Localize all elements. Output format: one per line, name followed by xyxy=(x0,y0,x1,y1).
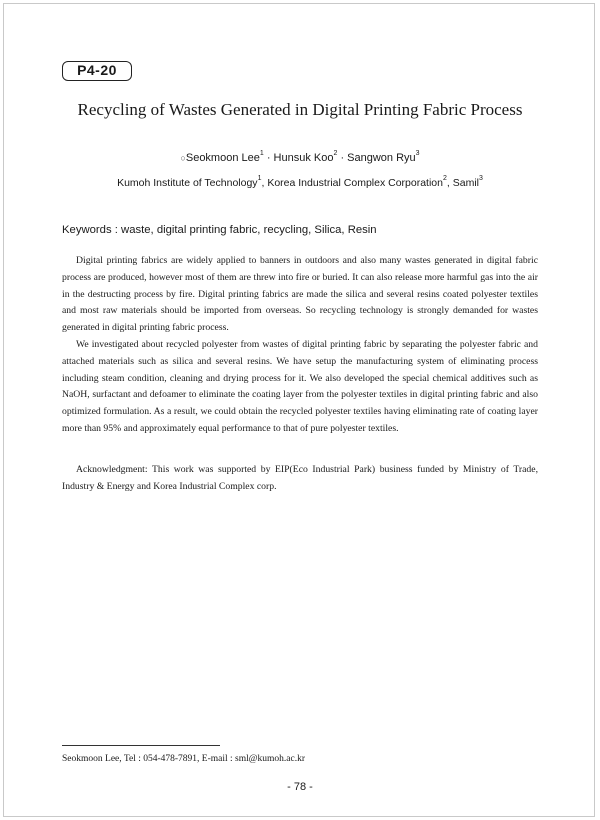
author-name: Seokmoon Lee xyxy=(185,152,260,164)
keywords-label: Keywords : xyxy=(62,224,122,236)
abstract-paragraph: Digital printing fabrics are widely applied to banners in outdoors and also many wastes generated in digital fabric process are produced, however most of them are threw into fire or buried. It can also release more harmful gas into the air in the destructing process by fire. Digital printing fabrics are made the silica and several resins coated polyester textiles and most raw materials should be imported from overseas. So recycling technology is strongly demanded for wastes generated in digital printing fabric process. xyxy=(62,255,538,334)
acknowledgment-text: This work was supported by EIP(Eco Industrial Park) business funded by Ministry of Trade, Industry & Energy and Korea Industrial Complex corp. xyxy=(62,464,538,492)
author-name: Hunsuk Koo xyxy=(273,152,334,164)
author-sup: 3 xyxy=(415,150,420,157)
page-number: - 78 - xyxy=(287,781,313,793)
affiliation-sup: 1 xyxy=(257,175,262,182)
presenter-mark: ○ xyxy=(180,153,186,163)
author-separator: · xyxy=(337,152,348,164)
abstract-paragraph: We investigated about recycled polyester from wastes of digital printing fabric by separating the polyester fabric and attached materials such as silica and several resins. We have setup the manufacturing system of eliminating process including steam condition, cleaning and drying process for it. We also developed the special chemical additives such as NaOH, surfactant and defoamer to eliminate the coating layer from the polyester textiles in digital printing fabric and also optimized formulation. As a result, we could obtain the recycled polyester textiles having eliminating rate of coating layer more than 95% and approximately equal performance to that of pure polyester textiles. xyxy=(62,338,538,434)
keywords-line xyxy=(62,223,542,237)
author-line xyxy=(0,151,600,165)
author-name: Sangwon Ryu xyxy=(347,152,416,164)
abstract-body xyxy=(62,253,538,438)
keywords-text: waste, digital printing fabric, recycling, Silica, Resin xyxy=(121,224,377,236)
poster-id-badge: P4-20 xyxy=(62,61,132,81)
author-sup: 1 xyxy=(259,150,264,157)
affiliation-name: Kumoh Institute of Technology xyxy=(117,177,258,189)
affiliation-name: Samil xyxy=(452,177,479,189)
contact-footnote: Seokmoon Lee, Tel : 054-478-7891, E-mail : sml@kumoh.ac.kr xyxy=(62,754,305,764)
affiliation-name: Korea Industrial Complex Corporation xyxy=(267,177,443,189)
author-separator: · xyxy=(263,152,274,164)
paper-title: Recycling of Wastes Generated in Digital Printing Fabric Process xyxy=(77,100,523,119)
affiliation-sup: 2 xyxy=(442,175,447,182)
author-sup: 2 xyxy=(333,150,338,157)
footnote-rule xyxy=(62,745,220,746)
affiliation-sup: 3 xyxy=(479,175,483,182)
acknowledgment xyxy=(62,462,538,496)
affiliation-line: Kumoh Institute of Technology$^1$, Korea Industrial Complex Corporation$^2$, Samil$^3$ xyxy=(117,175,483,189)
acknowledgment-label: Acknowledgment: xyxy=(76,464,148,475)
